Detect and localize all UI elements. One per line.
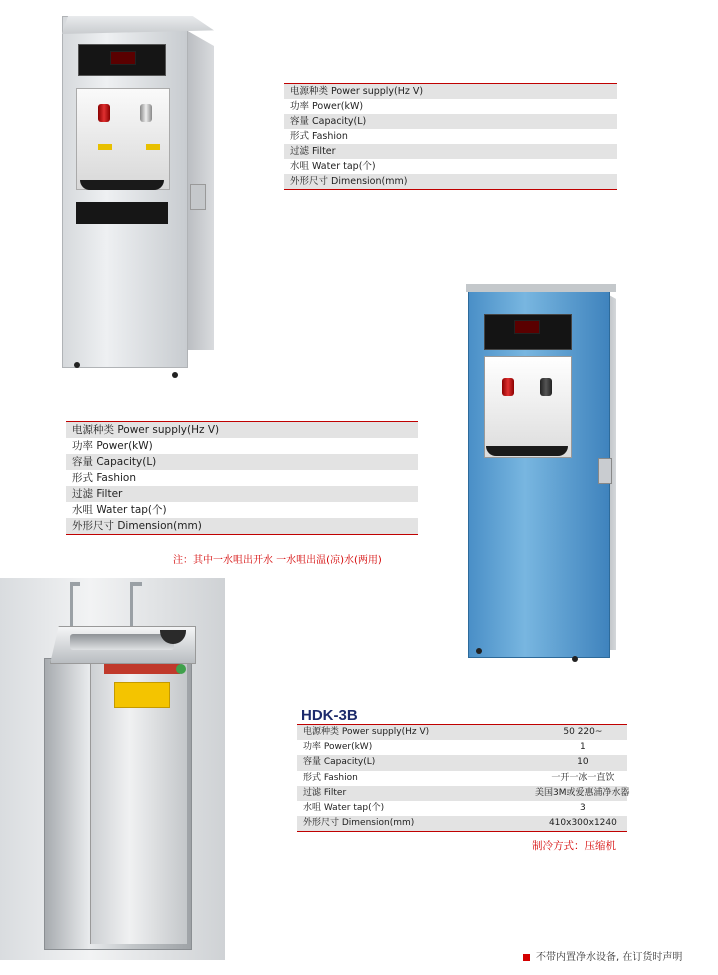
spec-label: 外形尺寸 Dimension(mm) — [290, 176, 408, 187]
spec-row — [66, 486, 418, 502]
tap-recess — [76, 88, 170, 190]
foot-icon — [572, 656, 578, 662]
spec-label: 水咀 Water tap(个) — [72, 504, 167, 516]
spec-row — [284, 99, 617, 114]
spec-row — [284, 129, 617, 144]
spec-value: 美国3M或爱惠浦净水器 — [535, 787, 630, 798]
spec-label: 电源种类 Power supply(Hz V) — [290, 86, 424, 97]
spec-label: 容量 Capacity(L) — [290, 116, 367, 127]
spec-label: 电源种类 Power supply(Hz V) — [72, 424, 220, 436]
tap-label-icon — [146, 144, 160, 150]
spec-row — [284, 114, 617, 129]
spec-row — [297, 740, 627, 755]
spec-row — [297, 725, 627, 740]
spec-row — [66, 470, 418, 486]
table-2-note: 注：其中一水咀出开水 一水咀出温(凉)水(两用) — [173, 555, 382, 566]
drip-tray — [80, 180, 164, 190]
model-name: HDK-3B — [301, 707, 358, 724]
sink-basin — [70, 634, 174, 650]
spec-value: 50 220~ — [563, 727, 603, 737]
spec-row — [66, 518, 418, 534]
warm-tap-icon — [140, 104, 152, 122]
spec-row — [297, 786, 630, 801]
spec-value: 410x300x1240 — [548, 818, 617, 829]
spec-label: 形式 Fashion — [72, 472, 136, 484]
notice-text: 不带内置净水设备, 在订货时声明 — [536, 952, 683, 963]
spec-table-3 — [297, 724, 630, 832]
spec-value: 10 — [577, 757, 589, 768]
spec-table-1 — [284, 83, 617, 190]
spec-row — [284, 84, 617, 99]
spec-label: 容量 Capacity(L) — [72, 456, 157, 468]
faucet-head-icon — [70, 582, 80, 586]
spec-label: 功率 Power(kW) — [303, 742, 373, 753]
spec-value: 1 — [580, 742, 586, 753]
warm-tap-icon — [540, 378, 552, 396]
hot-tap-icon — [98, 104, 110, 122]
spec-row — [284, 144, 617, 159]
cooling-method-note: 制冷方式：压缩机 — [532, 840, 616, 852]
drip-tray — [486, 446, 568, 456]
led-display — [514, 320, 540, 334]
spec-label: 水咀 Water tap(个) — [290, 161, 376, 172]
spec-label: 电源种类 Power supply(Hz V) — [303, 727, 430, 737]
cabinet-top — [466, 284, 616, 292]
side-vent — [598, 458, 612, 484]
spec-label: 功率 Power(kW) — [72, 440, 153, 452]
spec-label: 外形尺寸 Dimension(mm) — [303, 818, 415, 829]
faucet-head-icon — [130, 582, 142, 586]
hot-tap-icon — [502, 378, 514, 396]
spec-row — [284, 174, 617, 189]
spec-row — [297, 816, 627, 831]
foot-icon — [74, 362, 80, 368]
spec-value: 3 — [580, 802, 586, 813]
tap-recess — [484, 356, 572, 458]
black-panel-bar — [76, 202, 168, 224]
foot-icon — [172, 372, 178, 378]
spec-label: 过滤 Filter — [290, 146, 336, 157]
spec-row — [66, 438, 418, 454]
spec-table-2 — [66, 421, 418, 535]
side-vent — [190, 184, 206, 210]
spec-label: 形式 Fashion — [290, 131, 348, 142]
spec-row — [297, 801, 627, 816]
red-square-icon — [523, 954, 530, 961]
spec-row — [284, 159, 617, 174]
spec-label: 水咀 Water tap(个) — [303, 802, 385, 813]
spec-label: 容量 Capacity(L) — [303, 757, 376, 768]
spec-row — [297, 755, 627, 770]
spec-label: 过滤 Filter — [72, 488, 123, 500]
spec-label: 功率 Power(kW) — [290, 101, 364, 112]
spec-value: 一开一冰一直饮 — [551, 772, 615, 783]
brand-label — [104, 664, 180, 674]
spec-label: 外形尺寸 Dimension(mm) — [72, 520, 202, 532]
bottom-notice — [523, 948, 682, 963]
spec-label: 形式 Fashion — [303, 772, 358, 783]
spec-row — [66, 422, 418, 438]
certification-badge-icon — [176, 664, 186, 674]
warning-sticker-icon — [114, 682, 170, 708]
spec-label: 过滤 Filter — [303, 787, 347, 798]
spec-row — [66, 502, 418, 518]
spec-row — [297, 771, 627, 786]
tap-label-icon — [98, 144, 112, 150]
cabinet-top — [62, 16, 214, 34]
foot-icon — [476, 648, 482, 654]
led-display — [110, 51, 136, 65]
spec-row — [66, 454, 418, 470]
